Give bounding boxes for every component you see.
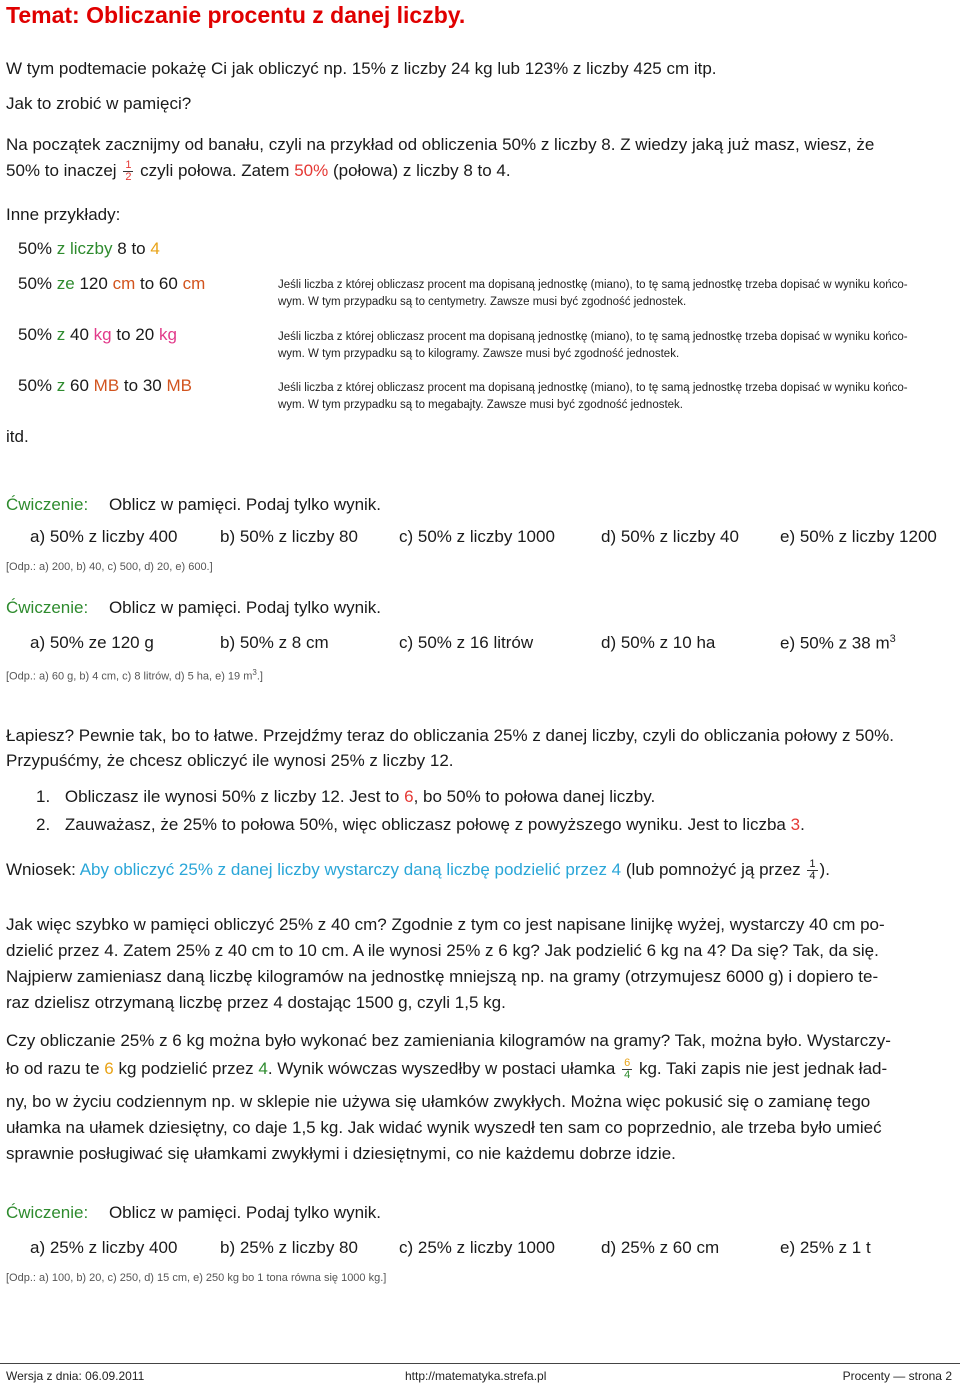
fraction-one-quarter: $\frac{1}{4}$ bbox=[809, 858, 816, 883]
footer-rule bbox=[0, 1363, 960, 1364]
exercise-item: b) 50% z 8 cm bbox=[220, 633, 329, 652]
exercise-1-items bbox=[0, 527, 960, 551]
step-1: 1. Obliczasz ile wynosi 50% z liczby 12. Jest to 6, bo 50% to połowa danej liczby. bbox=[36, 787, 656, 806]
p1-text-d: (połowa) z liczby 8 to 4. bbox=[332, 161, 511, 180]
p1-fifty-percent: 50% bbox=[294, 161, 329, 180]
exercise-2-answer: [Odp.: a) 60 g, b) 4 cm, c) 8 litrów, d) 5 ha, e) 19 $m^3$.] bbox=[6, 668, 263, 683]
footer-url[interactable]: http://matematyka.strefa.pl bbox=[405, 1369, 547, 1383]
paragraph-1-line-1: Na początek zacznijmy od banału, czyli na przykład od obliczenia 50% z liczby 8. Z wiedzy jaką już masz, wiesz, że bbox=[6, 135, 875, 154]
exercise-instruction: Oblicz w pamięci. Podaj tylko wynik. bbox=[108, 1203, 382, 1222]
exercise-label: Ćwiczenie: bbox=[6, 598, 89, 617]
paragraph-4-line-2: ło od razu te 6 kg podzielić przez 4. Wynik wówczas wyszedłby w postaci ułamka $\frac{6}{4}$ kg. Taki zapis nie jest jednak ład- bbox=[6, 1057, 888, 1082]
example-row: 50% z 40 kg to 20 kg bbox=[18, 325, 177, 344]
exercise-item: d) 50% z 10 ha bbox=[601, 633, 716, 652]
step-2: 2. Zauważasz, że 25% to połowa 50%, więc obliczasz połowę z powyższego wyniku. Jest to liczba 3. bbox=[36, 815, 805, 834]
p1-text-a: 50% to inaczej bbox=[6, 161, 117, 180]
etc-text: itd. bbox=[6, 427, 29, 446]
exercise-item: c) 25% z liczby 1000 bbox=[399, 1238, 555, 1257]
intro-text: W tym podtemacie pokażę Ci jak obliczyć np. 15% z liczby 24 kg lub 123% z liczby 425 cm itp. bbox=[6, 59, 717, 78]
exercise-3-answer: [Odp.: a) 100, b) 20, c) 250, d) 15 cm, e) 250 kg bo 1 tona równa się 1000 kg.] bbox=[6, 1272, 387, 1284]
exercise-item: d) 50% z liczby 40 bbox=[601, 527, 739, 546]
exercise-2-header bbox=[6, 598, 381, 618]
exercise-item: c) 50% z 16 litrów bbox=[399, 633, 534, 652]
exercise-1-answer: [Odp.: a) 200, b) 40, c) 500, d) 20, e) 600.] bbox=[6, 561, 213, 573]
exercise-item: e) 50% z liczby 1200 bbox=[780, 527, 937, 546]
example-note: Jeśli liczba z której obliczasz procent ma dopisaną jednostkę (miano), to tę samą jednostkę trzeba dopisać w wyniku końco- wym. W tym przypadku są to kilogramy. Zawsze musi być zgodność jednostek. bbox=[278, 331, 908, 360]
conclusion-highlight: Aby obliczyć 25% z danej liczby wystarczy daną liczbę podzielić przez 4 bbox=[79, 860, 622, 879]
exercise-item: a) 50% ze 120 g bbox=[30, 633, 154, 652]
exercise-item: e) 50% z 38 $m^3$ bbox=[780, 633, 896, 653]
example-row: 50% ze 120 cm to 60 cm bbox=[18, 274, 206, 293]
exercise-item: b) 25% z liczby 80 bbox=[220, 1238, 358, 1257]
paragraph-3: Jak więc szybko w pamięci obliczyć 25% z 40 cm? Zgodnie z tym co jest napisane linijkę wyżej, wystarczy 40 cm po- dzielić przez 4. Zatem 25% z 40 cm to 10 cm. A ile wynosi 25% z 6 kg? Jak podzielić 6 kg na 4? Da się? Tak, da się. Najpierw zamieniasz daną liczbę kilogramów na jednostkę mniejszą np. na gramy (otrzymujesz 6000 g) i dopiero te- raz dzielisz otrzymaną liczbę przez 4 dostając 1500 g, czyli 1,5 kg. bbox=[6, 915, 885, 1012]
exercise-item: d) 25% z 60 cm bbox=[601, 1238, 720, 1257]
paragraph-2-line-2: Przypuśćmy, że chcesz obliczyć ile wynosi 25% z liczby 12. bbox=[6, 751, 454, 770]
exercise-item: c) 50% z liczby 1000 bbox=[399, 527, 555, 546]
fraction-one-half: $\frac{1}{2}$ bbox=[125, 159, 132, 184]
exercise-label: Ćwiczenie: bbox=[6, 495, 89, 514]
conclusion: Wniosek: Aby obliczyć 25% z danej liczby wystarczy daną liczbę podzielić przez 4 (lub pomnożyć ją przez $\frac{1}{4}$ ). bbox=[6, 858, 830, 883]
exercise-3-items bbox=[0, 1238, 960, 1262]
example-row: 50% z 60 MB to 30 MB bbox=[18, 376, 192, 395]
exercise-instruction: Oblicz w pamięci. Podaj tylko wynik. bbox=[108, 495, 382, 514]
exercise-3-header bbox=[6, 1203, 381, 1223]
page-title: Temat: Obliczanie procentu z danej liczby. bbox=[6, 2, 466, 28]
paragraph-4-rest: ny, bo w życiu codziennym np. w sklepie nie używa się ułamków zwykłych. Można więc pokusić się o zamianę tego ułamka na ułamek dziesiętny, co daje 1,5 kg. Jak widać wynik wyszedł ten sam co poprzednio, ale trzeba było umieć sprawnie posługiwać się ułamkami zwykłymi i dziesiętnymi, co nie każdemu dobrze idzie. bbox=[6, 1092, 882, 1163]
footer-page-number: Procenty — strona 2 bbox=[842, 1369, 952, 1383]
exercise-label: Ćwiczenie: bbox=[6, 1203, 89, 1222]
paragraph-2-line-1: Łapiesz? Pewnie tak, bo to łatwe. Przejdźmy teraz do obliczania 25% z danej liczby, czyli do obliczania połowy z 50%. bbox=[6, 726, 894, 745]
example-row: 50% z liczby 8 to 4 bbox=[18, 239, 160, 258]
footer-version: Wersja z dnia: 06.09.2011 bbox=[6, 1369, 145, 1383]
exercise-instruction: Oblicz w pamięci. Podaj tylko wynik. bbox=[108, 598, 382, 617]
heading-mental: Jak to zrobić w pamięci? bbox=[6, 94, 192, 113]
exercise-item: b) 50% z liczby 80 bbox=[220, 527, 358, 546]
example-note: Jeśli liczba z której obliczasz procent ma dopisaną jednostkę (miano), to tę samą jednostkę trzeba dopisać w wyniku końco- wym. W tym przypadku są to megabajty. Zawsze musi być zgodność jednostek. bbox=[278, 382, 908, 411]
fraction-six-quarters: $\frac{6}{4}$ bbox=[624, 1057, 631, 1082]
paragraph-4-line-1: Czy obliczanie 25% z 6 kg można było wykonać bez zamieniania kilogramów na gramy? Tak, można było. Wystarczy- bbox=[6, 1031, 891, 1050]
exercise-item: e) 25% z 1 t bbox=[780, 1238, 871, 1257]
exercise-item: a) 25% z liczby 400 bbox=[30, 1238, 178, 1257]
exercise-1-header bbox=[6, 495, 381, 515]
exercise-item: a) 50% z liczby 400 bbox=[30, 527, 178, 546]
p1-text-b: czyli połowa. Zatem bbox=[140, 161, 290, 180]
paragraph-1-line-2 bbox=[6, 160, 511, 183]
exercise-2-items bbox=[0, 633, 960, 657]
example-note: Jeśli liczba z której obliczasz procent ma dopisaną jednostkę (miano), to tę samą jednostkę trzeba dopisać w wyniku końco- wym. W tym przypadku są to centymetry. Zawsze musi być zgodność jednostek. bbox=[278, 279, 908, 308]
examples-label: Inne przykłady: bbox=[6, 205, 121, 224]
